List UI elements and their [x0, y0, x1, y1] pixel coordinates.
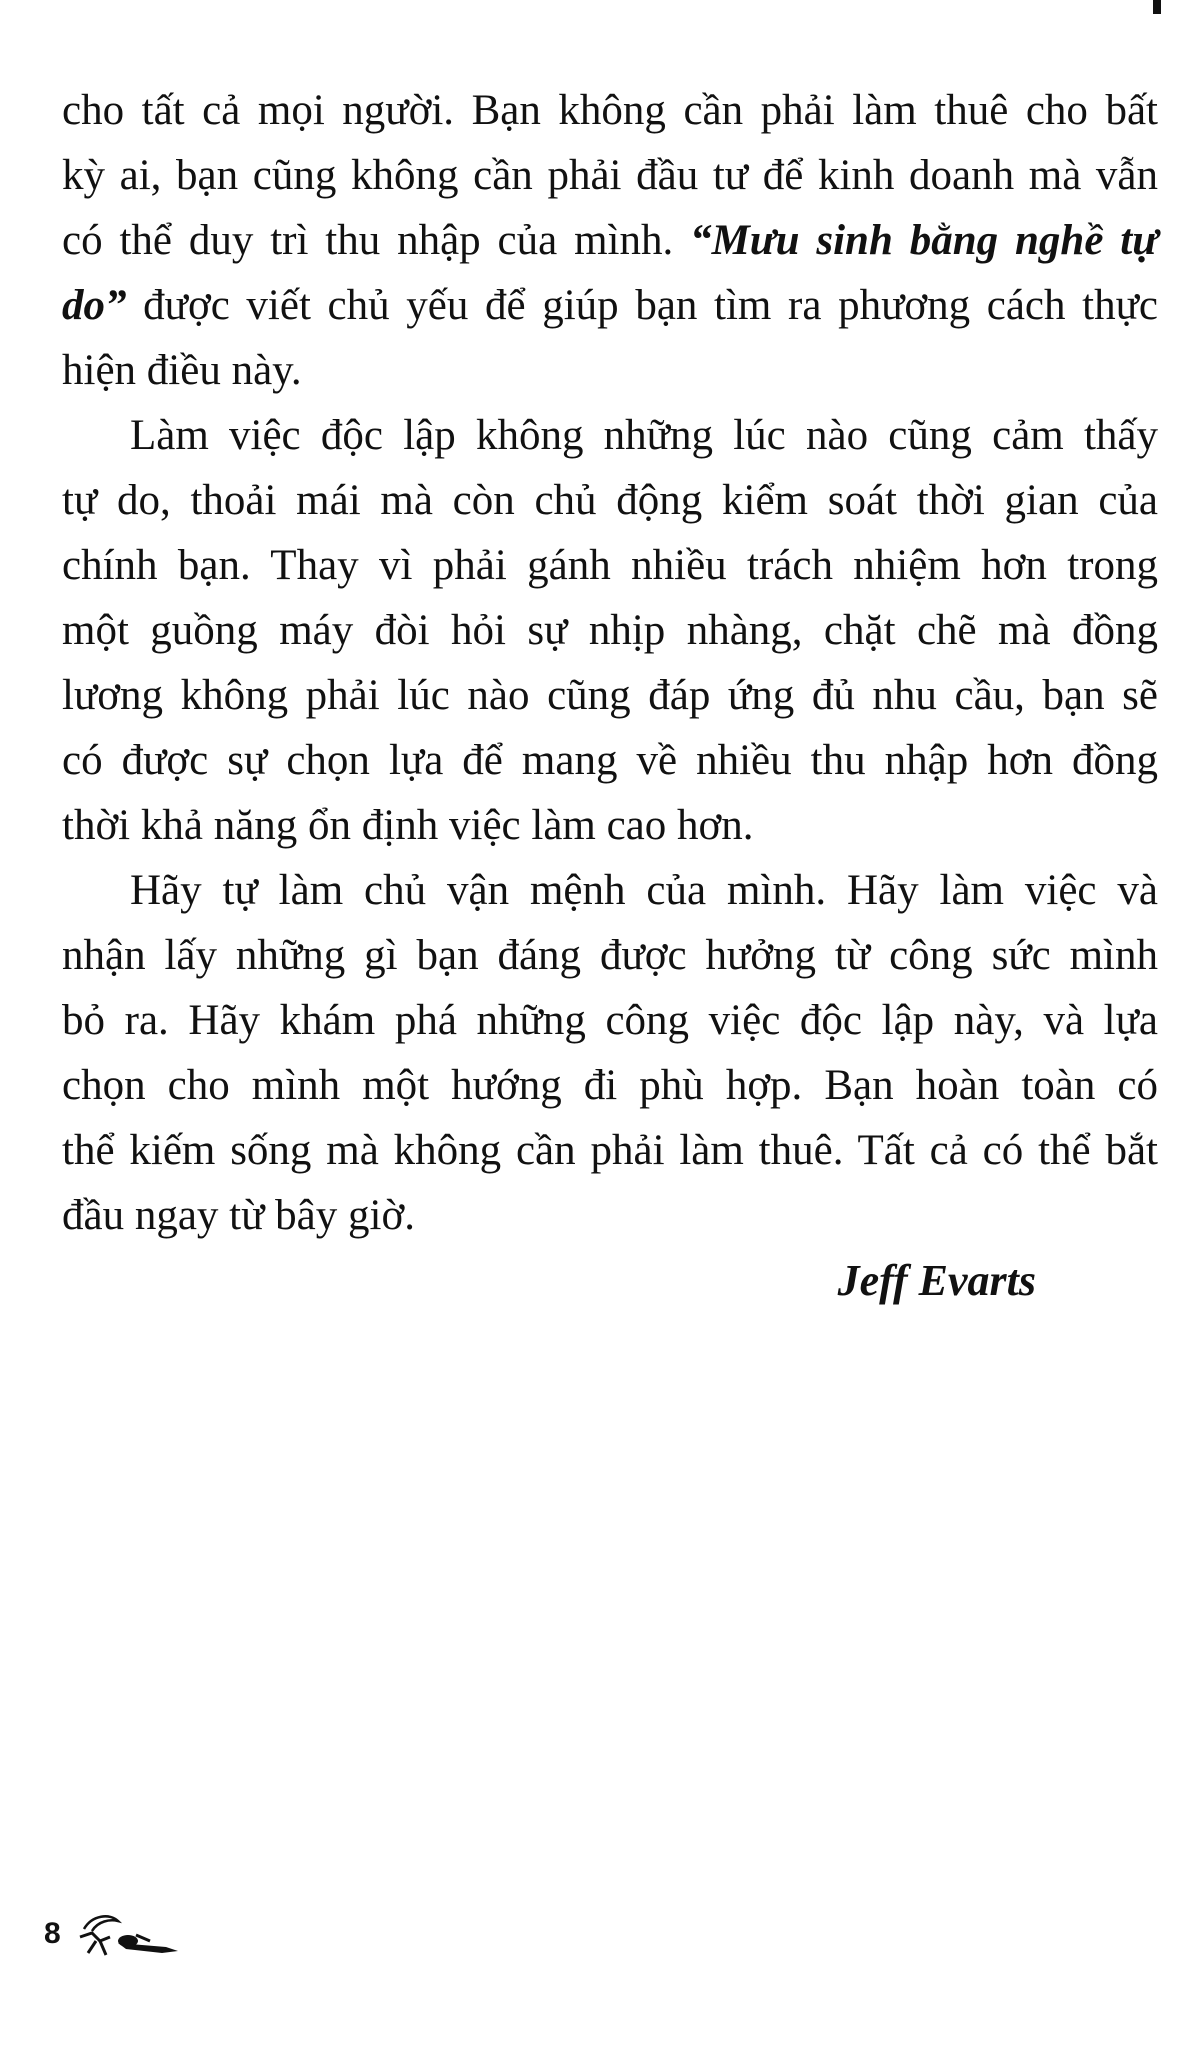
- text-line: cho tất cả mọi người. Bạn không cần phải làm thuê cho bất: [62, 87, 1158, 134]
- text-line: Làm việc độc lập không những lúc nào cũng cảm thấy: [130, 412, 1158, 459]
- author-signature: Jeff Evarts: [837, 1256, 1036, 1305]
- text-line: có được sự chọn lựa để mang về nhiều thu nhập hơn đồng: [62, 737, 1158, 784]
- text-line: một guồng máy đòi hỏi sự nhịp nhàng, chặt chẽ mà đồng: [62, 607, 1158, 654]
- text-line: lương không phải lúc nào cũng đáp ứng đủ nhu cầu, bạn sẽ: [62, 672, 1158, 719]
- paragraph-3: [62, 858, 1158, 1248]
- text-line: [62, 208, 1158, 273]
- text-line: nhận lấy những gì bạn đáng được hưởng từ công sức mình: [62, 932, 1158, 979]
- text-line: đầu ngay từ bây giờ.: [62, 1192, 415, 1239]
- page-corner-mark: [1153, 0, 1161, 14]
- text-line: tự do, thoải mái mà còn chủ động kiểm soát thời gian của: [62, 477, 1158, 524]
- text-line: chính bạn. Thay vì phải gánh nhiều trách nhiệm hơn trong: [62, 542, 1158, 589]
- text-line: thời khả năng ổn định việc làm cao hơn.: [62, 802, 754, 849]
- text-fragment: được viết chủ yếu để giúp bạn tìm ra phương cách thực: [126, 282, 1158, 329]
- text-line: Hãy tự làm chủ vận mệnh của mình. Hãy làm việc và: [130, 867, 1158, 914]
- page-number: 8: [44, 1917, 61, 1950]
- text-line: [62, 273, 1158, 338]
- page-footer: [40, 1905, 200, 1965]
- text-line: kỳ ai, bạn cũng không cần phải đầu tư để kinh doanh mà vẫn: [62, 152, 1158, 199]
- text-fragment: có thể duy trì thu nhập của mình.: [62, 217, 691, 264]
- paragraph-1: [62, 78, 1158, 403]
- text-line: hiện điều này.: [62, 347, 302, 394]
- paragraph-2: [62, 403, 1158, 858]
- text-line: thể kiếm sống mà không cần phải làm thuê. Tất cả có thể bắt: [62, 1127, 1158, 1174]
- text-line: chọn cho mình một hướng đi phù hợp. Bạn hoàn toàn có: [62, 1062, 1158, 1109]
- book-title-italic: do”: [62, 282, 127, 329]
- text-line: bỏ ra. Hãy khám phá những công việc độc lập này, và lựa: [62, 997, 1158, 1044]
- running-figure-ornament-icon: [66, 1911, 186, 1966]
- page-body: [62, 78, 1158, 1313]
- book-title-italic: “Mưu sinh bằng nghề tự: [690, 217, 1158, 264]
